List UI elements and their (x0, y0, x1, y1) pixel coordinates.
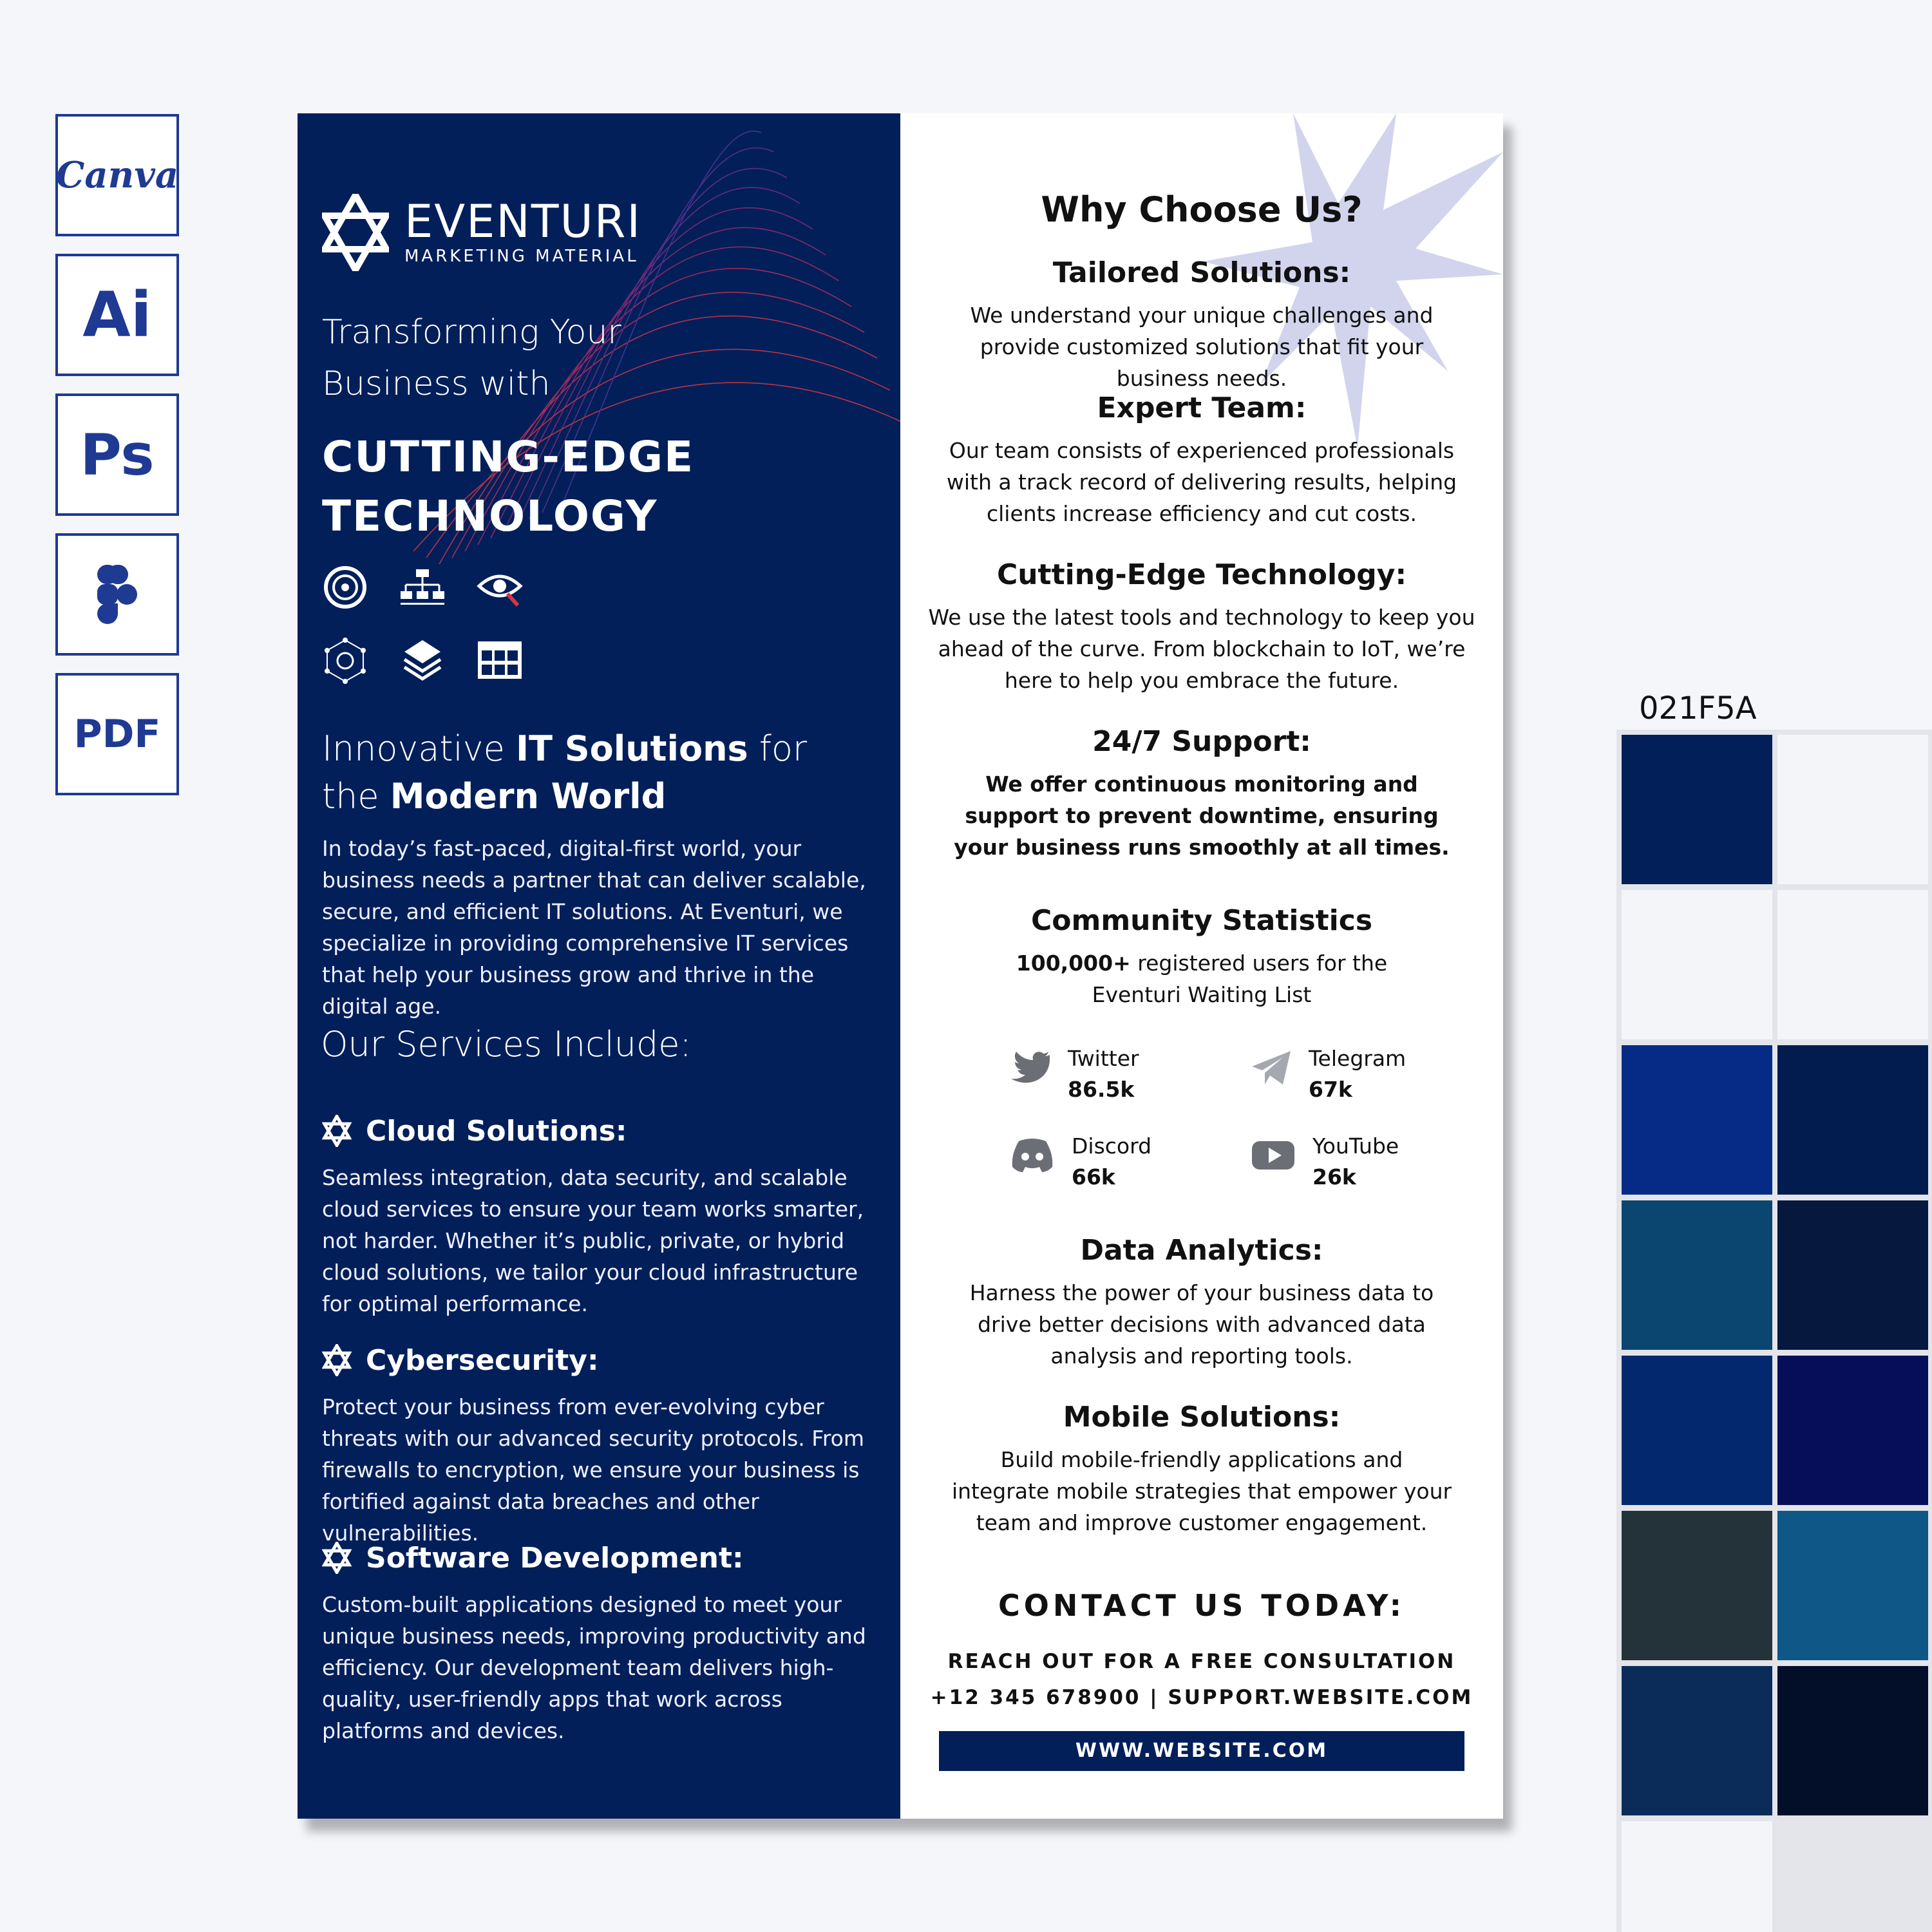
brand-name: EVENTURI (404, 195, 641, 248)
figma-badge (55, 533, 179, 656)
layers-icon (399, 638, 446, 684)
why-item-title: Expert Team: (1097, 392, 1307, 424)
illustrator-badge: Ai (55, 254, 179, 376)
why-technology (900, 558, 1503, 696)
innov-bold-1: IT Solutions (515, 728, 748, 769)
color-swatch (1777, 890, 1928, 1039)
service-text: Seamless integration, data security, and scalable cloud services to ensure your team works smarter, not harder. Whether it’s public, private, or hybrid cloud solutions, we tailor your cloud infrastructure for optimal performance. (322, 1165, 864, 1316)
left-panel (298, 113, 900, 1819)
discord-icon (1010, 1137, 1055, 1173)
hero-line-1: Transforming Your (322, 313, 621, 352)
color-swatch (1622, 735, 1772, 884)
why-item-text: We understand your unique challenges and provide customized solutions that fit your business needs. (970, 303, 1434, 391)
contact-line-1: REACH OUT FOR A FREE CONSULTATION (947, 1650, 1456, 1673)
users-count: 100,000+ (1016, 951, 1131, 976)
contact-title: CONTACT US TODAY: (998, 1588, 1405, 1623)
social-count: 86.5k (1068, 1077, 1135, 1102)
social-discord[interactable] (1010, 1131, 1203, 1195)
hero-intro (322, 307, 708, 410)
color-palette (1616, 730, 1932, 1932)
color-swatch (1622, 1511, 1772, 1660)
users-text: registered users for the (1130, 951, 1388, 976)
color-swatch (1622, 1356, 1772, 1505)
why-support (900, 725, 1503, 863)
eye-search-icon (477, 564, 523, 611)
social-count: 26k (1312, 1164, 1356, 1189)
why-item-text: We use the latest tools and technology to keep you ahead of the curve. From blockchain to IoT, we’re here to help you embrace the future. (928, 605, 1475, 693)
social-count: 67k (1309, 1077, 1352, 1102)
innov-text-1: Innovative (322, 728, 516, 769)
why-item-text: We offer continuous monitoring and support to prevent downtime, ensuring your business runs smoothly at all times. (954, 772, 1450, 860)
color-swatch (1622, 1821, 1772, 1932)
pdf-badge: PDF (55, 673, 179, 795)
social-count: 66k (1072, 1164, 1115, 1189)
extra-text: Build mobile-friendly applications and integrate mobile strategies that empower your team and improve customer engagement. (951, 1447, 1452, 1535)
service-text: Custom-built applications designed to meet your unique business needs, improving productivity and efficiency. Our development team delivers high-quality, user-friendly apps that work across platforms and devices. (322, 1592, 866, 1743)
intro-paragraph: In today’s fast-paced, digital-first world, your business needs a partner that can deliver scalable, secure, and efficient IT solutions. At Eventuri, we specialize in providing comprehensive IT services that help your business grow and thrive in the digital age. (322, 836, 866, 1019)
extra-title: Mobile Solutions: (1063, 1401, 1341, 1434)
extra-title: Data Analytics: (1080, 1234, 1323, 1267)
right-panel (900, 113, 1503, 1819)
community-block (900, 904, 1503, 1010)
why-title-block (900, 189, 1503, 230)
star-bullet-icon (322, 1115, 352, 1147)
target-icon (322, 564, 368, 611)
service-title: Software Development: (366, 1541, 744, 1575)
social-name: Twitter (1068, 1046, 1139, 1071)
contact-block (900, 1588, 1503, 1716)
community-users (900, 947, 1503, 1010)
why-title: Why Choose Us? (1041, 189, 1363, 230)
why-tailored (900, 256, 1503, 394)
star-bullet-icon (322, 1344, 352, 1376)
innovative-heading (322, 725, 876, 820)
hero-headline-2: TECHNOLOGY (322, 491, 658, 541)
color-swatch (1777, 1200, 1928, 1350)
innov-bold-2: Modern World (390, 776, 667, 817)
color-swatch (1777, 1045, 1928, 1195)
telegram-icon (1251, 1050, 1292, 1086)
youtube-icon (1251, 1137, 1296, 1173)
service-cybersecurity (322, 1341, 876, 1549)
color-swatch (1622, 890, 1772, 1039)
service-text: Protect your business from ever-evolving cyber threats with our advanced security protocols. From firewalls to encryption, we ensure your business is fortified against data breaches and other vulnerabilities. (322, 1394, 865, 1546)
mobile-solutions (900, 1401, 1503, 1539)
color-swatch (1622, 1200, 1772, 1350)
services-title: Our Services Include: (321, 1024, 692, 1065)
hero-line-2: Business with (322, 365, 551, 403)
innov-text-3: the (322, 776, 390, 817)
why-item-title: 24/7 Support: (1092, 725, 1311, 758)
brand-tagline: MARKETING MATERIAL (404, 247, 639, 266)
innov-text-2: for (748, 728, 808, 769)
canva-badge: Canva (55, 114, 179, 236)
data-analytics (900, 1234, 1503, 1372)
why-item-title: Cutting-Edge Technology: (996, 558, 1407, 591)
extra-text: Harness the power of your business data to drive better decisions with advanced data analysis and reporting tools. (969, 1280, 1434, 1368)
color-swatch (1622, 1666, 1772, 1815)
contact-line-2[interactable]: +12 345 678900 | SUPPORT.WEBSITE.COM (930, 1686, 1473, 1709)
social-name: YouTube (1312, 1133, 1399, 1159)
twitter-icon (1010, 1050, 1051, 1086)
color-swatch (1777, 1511, 1928, 1660)
why-item-title: Tailored Solutions: (1052, 256, 1351, 289)
photoshop-badge: Ps (55, 393, 179, 516)
dashboard-icon (477, 638, 523, 684)
hero-headline-1: CUTTING-EDGE (322, 432, 695, 482)
hero-headline (322, 428, 773, 546)
star-logo-icon (322, 194, 389, 271)
website-link[interactable]: WWW.WEBSITE.COM (939, 1731, 1464, 1771)
color-swatch (1777, 1356, 1928, 1505)
color-swatch (1622, 1045, 1772, 1195)
social-name: Telegram (1309, 1046, 1406, 1071)
service-title: Cybersecurity: (366, 1343, 599, 1377)
community-title: Community Statistics (1030, 904, 1373, 937)
network-icon (399, 564, 446, 611)
network-globe-icon (322, 638, 368, 684)
color-swatch (1777, 1666, 1928, 1815)
service-title: Cloud Solutions: (366, 1114, 627, 1148)
color-swatch (1777, 735, 1928, 884)
brand-logo (322, 194, 641, 271)
service-software (322, 1539, 876, 1747)
social-twitter[interactable] (1010, 1043, 1203, 1108)
star-bullet-icon (322, 1542, 352, 1574)
why-expert (900, 392, 1503, 529)
social-telegram[interactable] (1251, 1043, 1444, 1108)
why-item-text: Our team consists of experienced professionals with a track record of delivering results, helping clients increase efficiency and cut costs. (946, 438, 1457, 526)
social-youtube[interactable] (1251, 1131, 1444, 1195)
social-name: Discord (1072, 1133, 1152, 1159)
users-text-2: Eventuri Waiting List (1092, 982, 1312, 1007)
palette-label: 021F5A (1639, 690, 1757, 726)
figma-icon (95, 562, 140, 627)
flyer (298, 113, 1503, 1819)
service-cloud (322, 1112, 876, 1320)
